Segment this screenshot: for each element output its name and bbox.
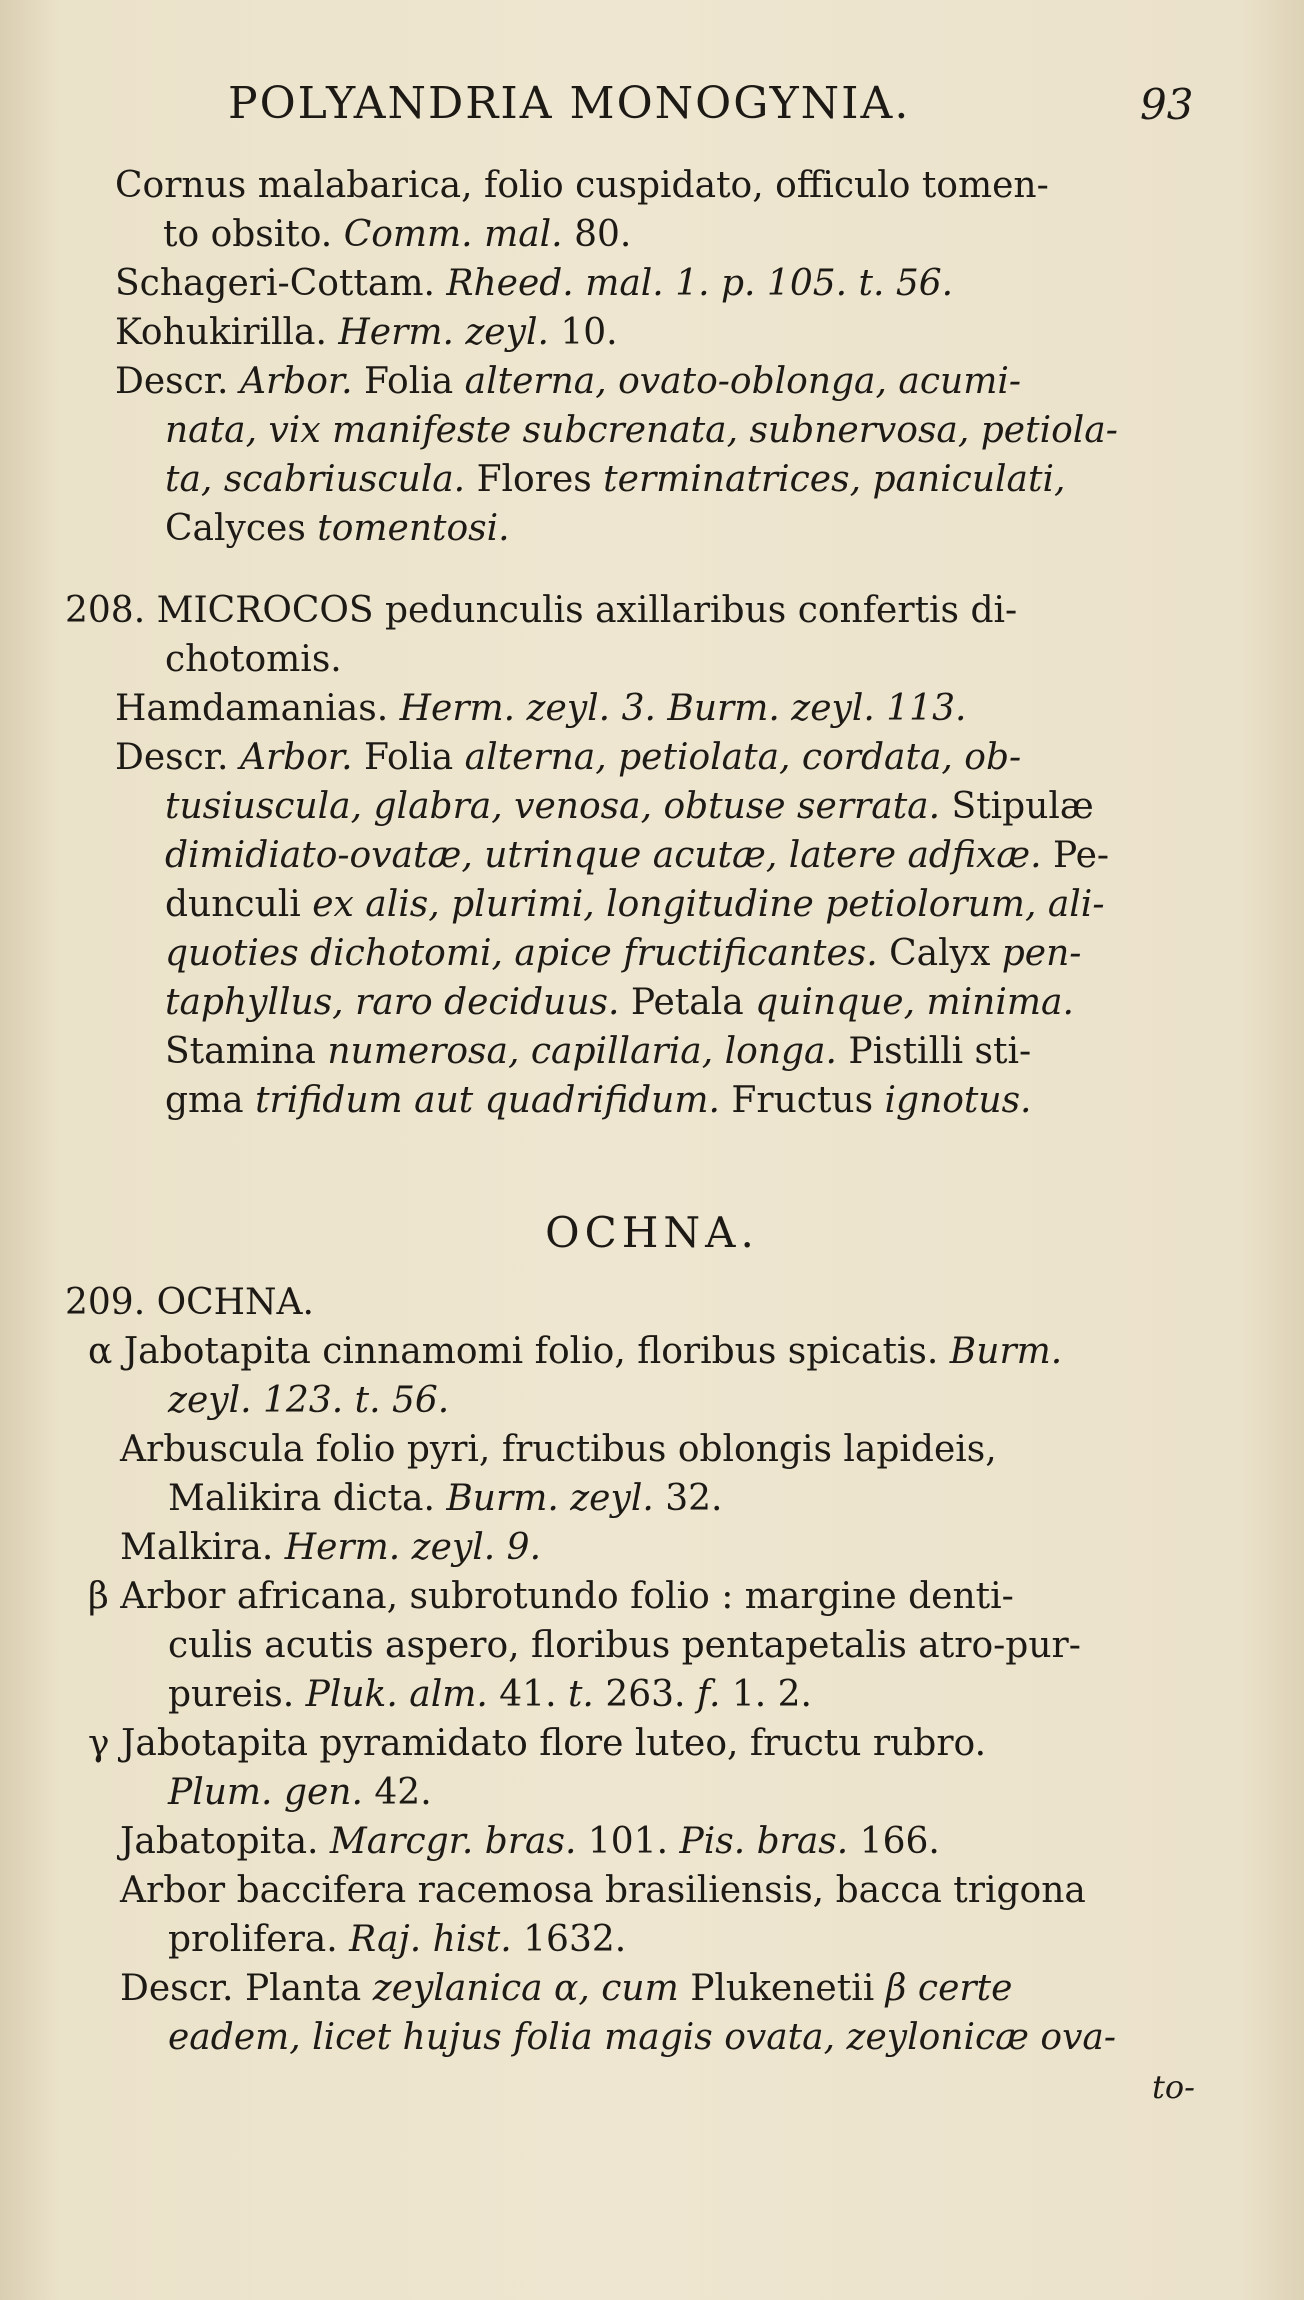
text-line — [120, 1525, 541, 1571]
page-number: 93 — [1140, 80, 1194, 129]
text-line — [65, 1280, 314, 1326]
roman-text: Stipulæ — [940, 786, 1094, 827]
roman-text: Folia — [352, 361, 465, 402]
roman-text: prolifera. — [168, 1919, 350, 1960]
roman-text: pureis. — [168, 1674, 306, 1715]
italic-text: Arbor. — [239, 737, 353, 778]
roman-text: dunculi — [165, 884, 313, 925]
text-line — [168, 1476, 723, 1522]
roman-text: 42. — [362, 1772, 432, 1813]
italic-text: eadem, licet hujus folia magis ovata, zeylonicæ ova- — [168, 2017, 1117, 2058]
roman-text: Kohukirilla. — [115, 312, 339, 353]
text-line — [65, 588, 1017, 634]
italic-text: pen- — [1001, 933, 1082, 974]
roman-text: Petala — [619, 982, 756, 1023]
roman-text: Flores — [465, 459, 604, 500]
roman-text: 166. — [848, 1821, 940, 1862]
italic-text: quoties dichotomi, apice fructificantes. — [165, 933, 878, 974]
roman-text: gma — [165, 1080, 256, 1121]
roman-text: chotomis. — [165, 639, 342, 680]
roman-text: Calyx — [877, 933, 1002, 974]
text-line — [168, 1672, 812, 1718]
roman-text: 80. — [562, 214, 632, 255]
italic-text: zeylanica α, cum — [372, 1968, 679, 2009]
text-line — [120, 1868, 1086, 1914]
italic-text: Raj. hist. — [349, 1919, 512, 1960]
text-line — [115, 163, 1049, 209]
roman-text: Stamina — [165, 1031, 328, 1072]
italic-text: Herm. zeyl. 3. — [399, 688, 656, 729]
roman-text: Folia — [352, 737, 465, 778]
italic-text: Burm. zeyl. 113. — [667, 688, 967, 729]
text-line — [165, 931, 1081, 977]
roman-text: β Arbor africana, subrotundo folio : margine denti- — [88, 1576, 1014, 1617]
italic-text: ta, scabriuscula. — [165, 459, 466, 500]
roman-text: 10. — [548, 312, 618, 353]
text-line — [165, 833, 1109, 879]
italic-text: Pis. bras. — [679, 1821, 849, 1862]
italic-text: nata, vix manifeste subcrenata, subnervosa, petiola- — [165, 410, 1118, 451]
text-line — [115, 310, 618, 356]
italic-text: quinque, minima. — [755, 982, 1074, 1023]
italic-text: f. — [696, 1674, 721, 1715]
roman-text: Arbuscula folio pyri, fructibus oblongis lapideis, — [120, 1429, 997, 1470]
roman-text: Schageri-Cottam. — [115, 263, 447, 304]
text-line — [120, 1819, 940, 1865]
roman-text: 209. OCHNA. — [65, 1282, 314, 1323]
italic-text: Burm. zeyl. — [446, 1478, 654, 1519]
text-line — [165, 784, 1094, 830]
section-heading: OCHNA. — [545, 1208, 759, 1257]
italic-text: Rheed. mal. 1. p. 105. t. 56. — [446, 263, 954, 304]
roman-text: Pistilli sti- — [836, 1031, 1032, 1072]
italic-text: Comm. mal. — [343, 214, 563, 255]
roman-text: Plukenetii — [678, 1968, 886, 2009]
text-line — [165, 457, 1065, 503]
roman-text: 41. — [487, 1674, 568, 1715]
text-line — [165, 1078, 1032, 1124]
text-line — [115, 686, 966, 732]
text-line — [168, 1378, 449, 1424]
text-line — [165, 637, 342, 683]
running-header — [0, 78, 1304, 138]
roman-text: Cornus malabarica, folio cuspidato, officulo tomen- — [115, 165, 1049, 206]
italic-text: terminatrices, paniculati, — [603, 459, 1066, 500]
italic-text: alterna, petiolata, cordata, ob- — [464, 737, 1022, 778]
text-line — [115, 735, 1021, 781]
roman-text — [656, 688, 667, 729]
italic-text: Pluk. alm. — [305, 1674, 488, 1715]
roman-text: Malikira dicta. — [168, 1478, 447, 1519]
roman-text: 208. MICROCOS pedunculis axillaribus confertis di- — [65, 590, 1018, 631]
roman-text: Descr. Planta — [120, 1968, 373, 2009]
text-line — [115, 261, 953, 307]
italic-text: tomentosi. — [317, 508, 510, 549]
text-line — [165, 506, 510, 552]
roman-text: 101. — [576, 1821, 680, 1862]
text-line — [165, 1029, 1031, 1075]
italic-text: Burm. — [949, 1331, 1063, 1372]
header-title: POLYANDRIA MONOGYNIA. — [228, 78, 911, 129]
text-line — [163, 212, 631, 258]
italic-text: Plum. gen. — [168, 1772, 363, 1813]
italic-text: Marcgr. bras. — [329, 1821, 577, 1862]
text-line — [165, 882, 1104, 928]
italic-text: trifidum aut quadrifidum. — [255, 1080, 720, 1121]
italic-text: Herm. zeyl. 9. — [284, 1527, 542, 1568]
text-line — [120, 1966, 1012, 2012]
text-line — [168, 1623, 1081, 1669]
roman-text: 1632. — [511, 1919, 627, 1960]
italic-text: zeyl. 123. t. 56. — [168, 1380, 450, 1421]
text-line — [120, 1427, 997, 1473]
roman-text: 263. — [593, 1674, 697, 1715]
roman-text: Calyces — [165, 508, 318, 549]
catchword: to- — [1152, 2068, 1195, 2106]
italic-text: Herm. zeyl. — [338, 312, 549, 353]
roman-text: to obsito. — [163, 214, 344, 255]
roman-text: Descr. — [115, 737, 240, 778]
roman-text: Pe- — [1041, 835, 1110, 876]
italic-text: taphyllus, raro deciduus. — [165, 982, 620, 1023]
text-line — [88, 1329, 1062, 1375]
text-line — [88, 1574, 1014, 1620]
roman-text: Fructus — [719, 1080, 885, 1121]
text-line — [168, 1917, 626, 1963]
roman-text: α Jabotapita cinnamomi folio, floribus spicatis. — [88, 1331, 950, 1372]
roman-text: Jabatopita. — [120, 1821, 330, 1862]
roman-text: γ Jabotapita pyramidato flore luteo, fructu rubro. — [88, 1723, 987, 1764]
italic-text: tusiuscula, glabra, venosa, obtuse serrata. — [165, 786, 941, 827]
italic-text: alterna, ovato-oblonga, acumi- — [464, 361, 1022, 402]
italic-text: Arbor. — [239, 361, 353, 402]
roman-text: 1. 2. — [720, 1674, 812, 1715]
italic-text: β certe — [885, 1968, 1013, 2009]
roman-text: Hamdamanias. — [115, 688, 400, 729]
text-line — [115, 359, 1021, 405]
roman-text: Descr. — [115, 361, 240, 402]
roman-text: Arbor baccifera racemosa brasiliensis, bacca trigona — [120, 1870, 1086, 1911]
italic-text: ex alis, plurimi, longitudine petiolorum, ali- — [312, 884, 1105, 925]
italic-text: t. — [567, 1674, 594, 1715]
text-line — [168, 2015, 1116, 2061]
italic-text: numerosa, capillaria, longa. — [327, 1031, 837, 1072]
italic-text: ignotus. — [884, 1080, 1032, 1121]
italic-text: dimidiato-ovatæ, utrinque acutæ, latere adfixæ. — [165, 835, 1042, 876]
roman-text: Malkira. — [120, 1527, 285, 1568]
text-line — [165, 980, 1074, 1026]
text-line — [165, 408, 1118, 454]
roman-text: culis acutis aspero, floribus pentapetalis atro-pur- — [168, 1625, 1081, 1666]
text-line — [168, 1770, 432, 1816]
text-line — [88, 1721, 986, 1767]
roman-text: 32. — [653, 1478, 723, 1519]
